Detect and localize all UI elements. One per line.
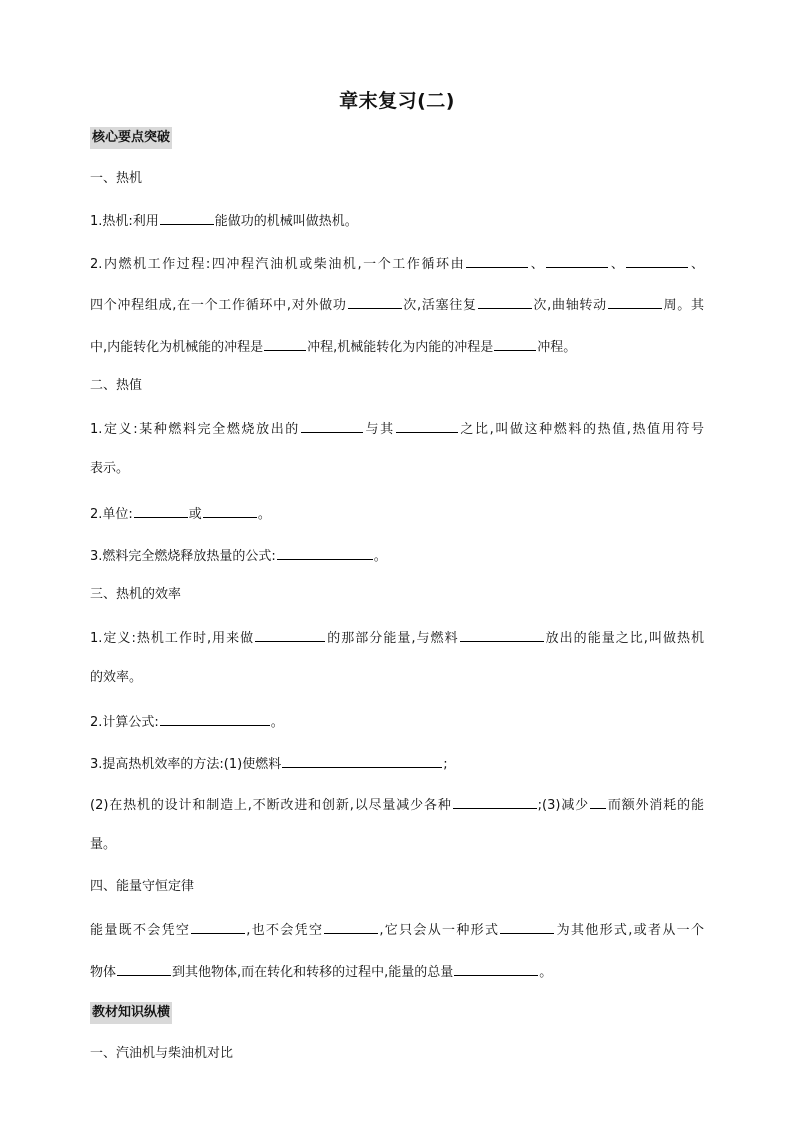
- blank[interactable]: [255, 626, 325, 642]
- heading-conservation: 四、能量守恒定律: [90, 879, 195, 894]
- blank[interactable]: [608, 293, 662, 309]
- efficiency-item3: 3.提高热机效率的方法:(1)使燃料 ;: [90, 752, 704, 776]
- blank[interactable]: [160, 209, 214, 225]
- blank[interactable]: [282, 752, 442, 768]
- blank[interactable]: [454, 960, 538, 976]
- blank[interactable]: [500, 918, 554, 934]
- efficiency-item3-line2: (2)在热机的设计和制造上,不断改进和创新,以尽量减少各种 ;(3)减少 而额外消耗的能: [90, 793, 704, 817]
- blank[interactable]: [396, 417, 458, 433]
- blank[interactable]: [546, 252, 608, 268]
- blank[interactable]: [203, 502, 257, 518]
- heat-engine-item2-line3: 中,内能转化为机械能的冲程是 冲程,机械能转化为内能的冲程是 冲程。: [90, 335, 704, 359]
- heat-engine-item2: 2.内燃机工作过程:四冲程汽油机或柴油机,一个工作循环由 、 、 、: [90, 252, 704, 276]
- blank[interactable]: [453, 793, 537, 809]
- blank[interactable]: [117, 960, 171, 976]
- heading-heat-engine: 一、热机: [90, 171, 143, 186]
- blank[interactable]: [191, 918, 245, 934]
- blank[interactable]: [264, 335, 306, 351]
- blank[interactable]: [160, 710, 270, 726]
- blank[interactable]: [348, 293, 402, 309]
- blank[interactable]: [324, 918, 378, 934]
- blank[interactable]: [134, 502, 188, 518]
- page-title: 章末复习(二): [339, 90, 455, 112]
- section-textbook: [90, 1002, 704, 1024]
- heading-heat-value: 二、热值: [90, 378, 143, 393]
- blank[interactable]: [494, 335, 536, 351]
- efficiency-item1: 1.定义:热机工作时,用来做 的那部分能量,与燃料 放出的能量之比,叫做热机: [90, 626, 704, 650]
- heat-value-item3: 3.燃料完全燃烧释放热量的公式: 。: [90, 544, 704, 568]
- heading-efficiency: 三、热机的效率: [90, 587, 182, 602]
- conservation-line2: 物体 到其他物体,而在转化和转移的过程中,能量的总量 。: [90, 960, 704, 984]
- heat-value-item2: 2.单位: 或 。: [90, 502, 704, 526]
- blank[interactable]: [277, 544, 373, 560]
- blank[interactable]: [301, 417, 363, 433]
- section-tag-textbook: 教材知识纵横: [90, 1002, 172, 1024]
- heat-value-item1: 1.定义:某种燃料完全燃烧放出的 与其 之比,叫做这种燃料的热值,热值用符号: [90, 417, 704, 441]
- conservation-line1: 能量既不会凭空 ,也不会凭空 ,它只会从一种形式 为其他形式,或者从一个: [90, 918, 704, 942]
- section-tag-core: 核心要点突破: [90, 127, 172, 149]
- blank[interactable]: [460, 626, 544, 642]
- heading-comparison: 一、汽油机与柴油机对比: [90, 1046, 234, 1061]
- blank[interactable]: [626, 252, 688, 268]
- heat-engine-item2-line2: 四个冲程组成,在一个工作循环中,对外做功 次,活塞往复 次,曲轴转动 周。其: [90, 293, 704, 317]
- blank[interactable]: [590, 793, 606, 809]
- blank[interactable]: [478, 293, 532, 309]
- heat-engine-item1: 1.热机:利用 能做功的机械叫做热机。: [90, 209, 704, 233]
- section-core: [90, 127, 704, 149]
- blank[interactable]: [466, 252, 528, 268]
- efficiency-item2: 2.计算公式: 。: [90, 710, 704, 734]
- efficiency-item3-line3: 量。: [90, 837, 117, 852]
- heat-value-item1-line2: 表示。: [90, 461, 130, 476]
- efficiency-item1-line2: 的效率。: [90, 670, 143, 685]
